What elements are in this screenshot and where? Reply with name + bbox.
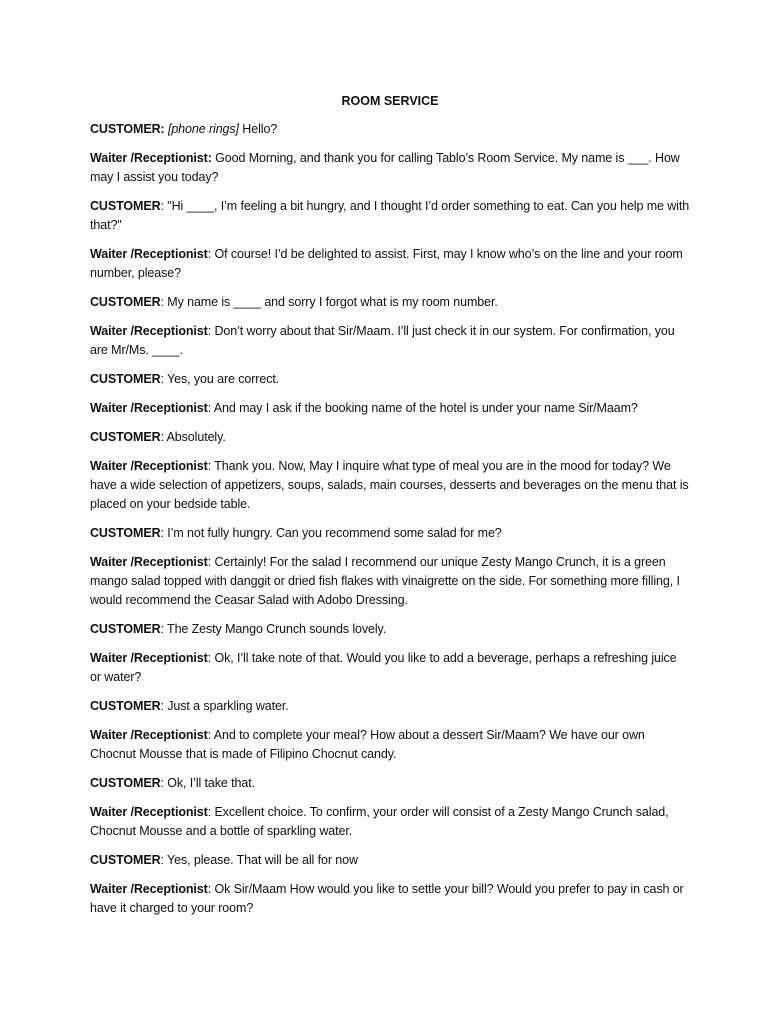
dialogue-text: : Yes, please. That will be all for now bbox=[160, 853, 358, 867]
dialogue-line bbox=[90, 524, 690, 543]
dialogue-line bbox=[90, 245, 690, 283]
dialogue-line bbox=[90, 370, 690, 389]
speaker-label: Waiter /Receptionist bbox=[90, 401, 208, 415]
dialogue-line bbox=[90, 553, 690, 610]
speaker-label: CUSTOMER bbox=[90, 776, 161, 790]
dialogue-line bbox=[90, 726, 690, 764]
document-title: ROOM SERVICE bbox=[341, 94, 439, 108]
stage-direction: [phone rings] bbox=[167, 122, 239, 136]
dialogue-line bbox=[90, 197, 690, 235]
dialogue-text: : "Hi ____, I’m feeling a bit hungry, and I thought I’d order something to eat. Can you help me with that?" bbox=[90, 199, 690, 232]
speaker-label: Waiter /Receptionist bbox=[90, 728, 208, 742]
speaker-label: CUSTOMER bbox=[90, 622, 161, 636]
dialogue-text: Good Morning, and thank you for calling Tablo’s Room Service. My name is ___. How may I assist you today? bbox=[90, 151, 680, 184]
dialogue-text: : Certainly! For the salad I recommend our unique Zesty Mango Crunch, it is a green mango salad topped with danggit or dried fish flakes with vinaigrette on the side. For something more filling, I would recommend the Ceasar Salad with Adobo Dressing. bbox=[90, 555, 680, 607]
dialogue-text: : I’m not fully hungry. Can you recommend some salad for me? bbox=[160, 526, 502, 540]
dialogue-text: : Of course! I’d be delighted to assist. First, may I know who’s on the line and your room number, please? bbox=[90, 247, 683, 280]
dialogue-line bbox=[90, 803, 690, 841]
dialogue-text: : Thank you. Now, May I inquire what type of meal you are in the mood for today? We have a wide selection of appetizers, soups, salads, main courses, desserts and beverages on the menu that is placed on your bedside table. bbox=[90, 459, 689, 511]
document-page bbox=[90, 92, 690, 928]
speaker-label: Waiter /Receptionist bbox=[90, 247, 208, 261]
speaker-label: CUSTOMER bbox=[90, 295, 161, 309]
dialogue-line bbox=[90, 293, 690, 312]
speaker-label: CUSTOMER bbox=[90, 199, 161, 213]
speaker-label: Waiter /Receptionist bbox=[90, 805, 208, 819]
dialogue-text: Hello? bbox=[238, 122, 278, 136]
dialogue-line bbox=[90, 120, 690, 139]
dialogue-text: : The Zesty Mango Crunch sounds lovely. bbox=[160, 622, 387, 636]
speaker-label: Waiter /Receptionist bbox=[90, 651, 208, 665]
dialogue-line bbox=[90, 620, 690, 639]
dialogue-text: : Ok, I’ll take that. bbox=[160, 776, 255, 790]
speaker-label: CUSTOMER bbox=[90, 699, 161, 713]
dialogue-text: : Ok, I’ll take note of that. Would you like to add a beverage, perhaps a refreshing juice or water? bbox=[90, 651, 677, 684]
dialogue-line bbox=[90, 457, 690, 514]
speaker-label: Waiter /Receptionist bbox=[90, 555, 208, 569]
dialogue-text: : Excellent choice. To confirm, your order will consist of a Zesty Mango Crunch salad, Chocnut Mousse and a bottle of sparkling water. bbox=[90, 805, 669, 838]
dialogue-text: : Yes, you are correct. bbox=[160, 372, 280, 386]
dialogue-line bbox=[90, 399, 690, 418]
speaker-label: CUSTOMER bbox=[90, 430, 161, 444]
dialogue-text: : My name is ____ and sorry I forgot what is my room number. bbox=[160, 295, 498, 309]
speaker-label: Waiter /Receptionist: bbox=[90, 151, 212, 165]
dialogue-text: : Don’t worry about that Sir/Maam. I’ll just check it in our system. For confirmation, you are Mr/Ms. ____. bbox=[90, 324, 675, 357]
dialogue-line bbox=[90, 880, 690, 918]
speaker-label: CUSTOMER bbox=[90, 853, 161, 867]
dialogue-line bbox=[90, 697, 690, 716]
dialogue-text: : Just a sparkling water. bbox=[160, 699, 289, 713]
dialogue-line bbox=[90, 851, 690, 870]
dialogue-text: : And may I ask if the booking name of the hotel is under your name Sir/Maam? bbox=[207, 401, 638, 415]
dialogue-text: : Ok Sir/Maam How would you like to settle your bill? Would you prefer to pay in cash or have it charged to your room? bbox=[90, 882, 684, 915]
dialogue-text: : And to complete your meal? How about a dessert Sir/Maam? We have our own Chocnut Mousse that is made of Filipino Chocnut candy. bbox=[90, 728, 645, 761]
speaker-label: Waiter /Receptionist bbox=[90, 324, 208, 338]
speaker-label: Waiter /Receptionist bbox=[90, 882, 208, 896]
dialogue-line bbox=[90, 322, 690, 360]
dialogue-line bbox=[90, 149, 690, 187]
dialogue-line bbox=[90, 774, 690, 793]
speaker-label: CUSTOMER bbox=[90, 372, 161, 386]
speaker-label: Waiter /Receptionist bbox=[90, 459, 208, 473]
dialogue-line bbox=[90, 428, 690, 447]
dialogue-line bbox=[90, 649, 690, 687]
speaker-label: CUSTOMER: bbox=[90, 122, 165, 136]
dialogue-text: : Absolutely. bbox=[160, 430, 226, 444]
speaker-label: CUSTOMER bbox=[90, 526, 161, 540]
